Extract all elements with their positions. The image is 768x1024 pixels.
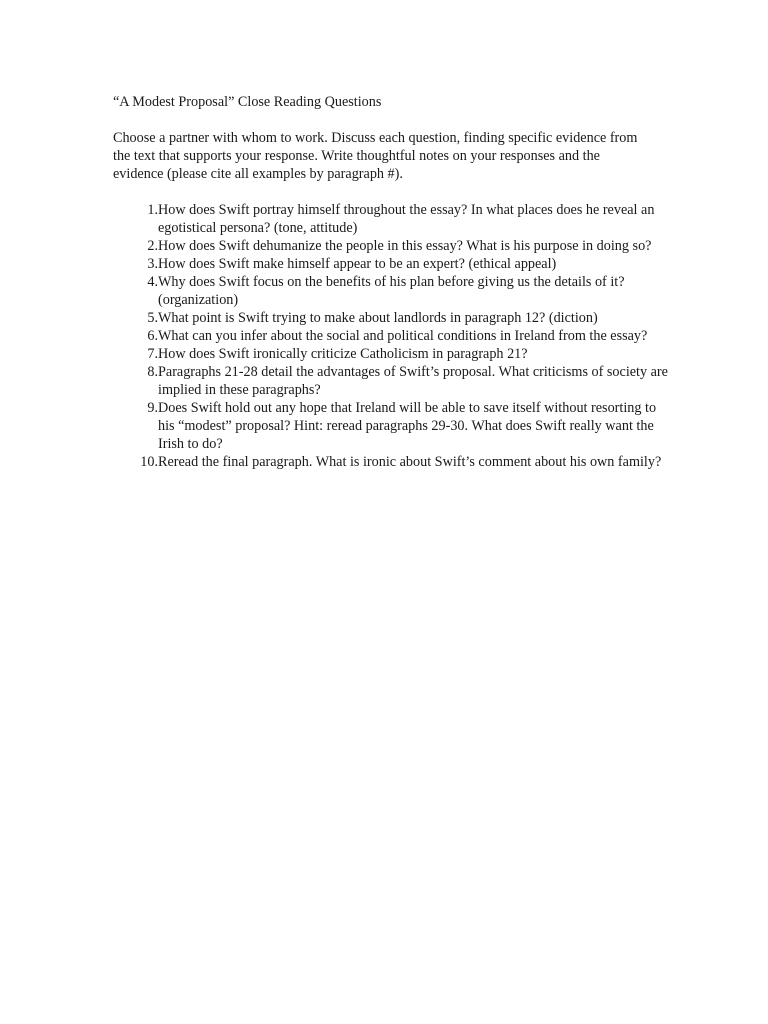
list-item <box>113 327 673 345</box>
question-text: How does Swift dehumanize the people in this essay? What is his purpose in doing so? <box>158 238 652 254</box>
question-text: How does Swift ironically criticize Catholicism in paragraph 21? <box>158 346 528 362</box>
question-text: Reread the final paragraph. What is ironic about Swift’s comment about his own family? <box>158 454 662 470</box>
question-text: Paragraphs 21-28 detail the advantages of Swift’s proposal. What criticisms of society are implied in these paragraphs? <box>158 364 668 398</box>
question-text: How does Swift make himself appear to be an expert? (ethical appeal) <box>158 256 557 272</box>
question-number: 7. <box>147 346 158 362</box>
question-number: 8. <box>147 364 158 380</box>
question-number: 6. <box>147 328 158 344</box>
question-text: How does Swift portray himself throughout the essay? In what places does he reveal an egotistical persona? (tone, attitude) <box>158 202 655 236</box>
document-page <box>113 93 673 471</box>
list-item <box>113 237 673 255</box>
question-number: 1. <box>147 202 158 218</box>
question-number: 5. <box>147 310 158 326</box>
questions-list <box>113 201 673 471</box>
question-text: What can you infer about the social and political conditions in Ireland from the essay? <box>158 328 648 344</box>
question-number: 4. <box>147 274 158 290</box>
list-item <box>113 399 673 453</box>
question-number: 2. <box>147 238 158 254</box>
list-item <box>113 201 673 237</box>
document-title: “A Modest Proposal” Close Reading Questions <box>113 94 382 110</box>
list-item <box>113 345 673 363</box>
question-text: What point is Swift trying to make about landlords in paragraph 12? (diction) <box>158 310 598 326</box>
question-text: Does Swift hold out any hope that Ireland will be able to save itself without resorting to his “modest” proposal? Hint: reread paragraphs 29-30. What does Swift really want the Irish to do? <box>158 400 657 452</box>
instructions-paragraph: Choose a partner with whom to work. Discuss each question, finding specific evidence from the text that supports your response. Write thoughtful notes on your responses and the evidence (please cite all examples by paragraph #). <box>113 130 638 182</box>
list-item <box>113 309 673 327</box>
question-number: 9. <box>147 400 158 416</box>
list-item <box>113 255 673 273</box>
list-item <box>113 273 673 309</box>
question-number: 10. <box>140 454 158 470</box>
question-text: Why does Swift focus on the benefits of his plan before giving us the details of it? (organization) <box>158 274 625 308</box>
question-number: 3. <box>147 256 158 272</box>
list-item <box>113 363 673 399</box>
list-item <box>113 453 673 471</box>
